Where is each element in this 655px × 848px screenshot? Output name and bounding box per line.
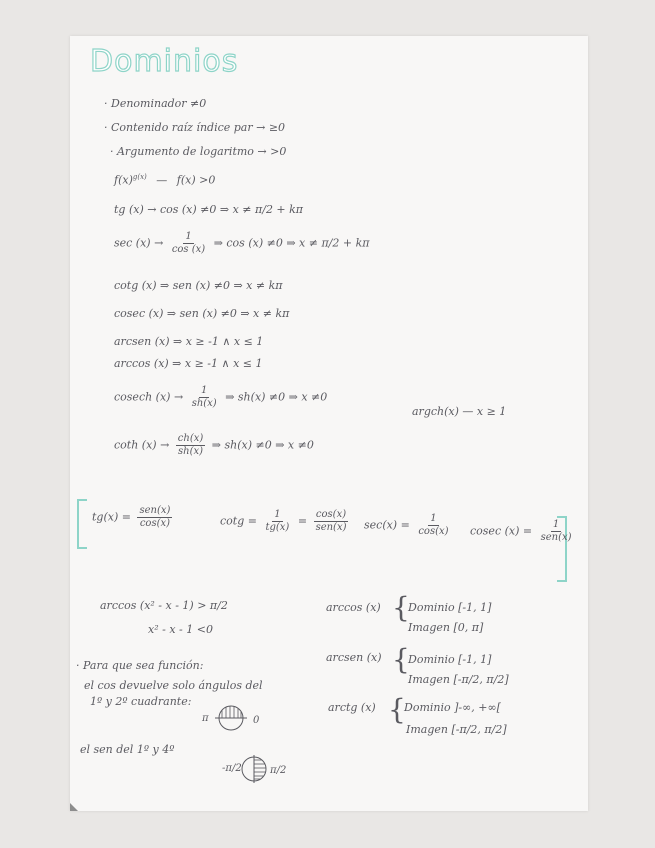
arccos-dominio: Dominio [-1, 1] [408, 601, 492, 614]
upper-half-circle-icon [213, 704, 249, 732]
identity-sec-lhs: sec(x) = [364, 518, 410, 532]
exp-base: f(x) [114, 173, 133, 187]
identity-tg [92, 506, 175, 529]
identity-cotg-lhs: cotg = [220, 514, 257, 528]
cosech-rhs: ⇒ sh(x) ≠0 ⇒ x ≠0 [225, 390, 328, 404]
arccos-name: arccos (x) [326, 601, 381, 614]
sec-numerator: 1 [185, 231, 192, 242]
rule-raiz: · Contenido raíz índice par → ≥0 [104, 121, 286, 134]
page-title: Dominios [90, 44, 239, 79]
cosec-domain: cosec (x) ⇒ sen (x) ≠0 ⇒ x ≠ kπ [114, 307, 290, 320]
note-line2: el cos devuelve solo ángulos del [84, 679, 263, 692]
identity-cotg [220, 510, 352, 533]
sec-lhs: sec (x) → [114, 236, 164, 250]
tg-domain: tg (x) → cos (x) ≠0 ⇒ x ≠ π/2 + kπ [114, 203, 304, 216]
identity-sec [364, 514, 454, 537]
arccos-brace: { [392, 591, 410, 624]
identity-tg-numerator: sen(x) [139, 505, 171, 516]
cosech-denominator: sh(x) [191, 398, 217, 409]
arcsen-imagen: Imagen [-π/2, π/2] [408, 673, 509, 686]
identity-cotg-numerator-2: cos(x) [315, 509, 347, 520]
cosech-fraction [190, 386, 219, 409]
identity-cotg-numerator-1: 1 [274, 509, 281, 520]
arcsen-brace: { [392, 643, 410, 676]
identities-left-bracket [77, 499, 87, 549]
arccos-inequality-line2: x² - x - 1 <0 [148, 623, 213, 636]
coth-fraction [176, 434, 205, 457]
identity-tg-denominator: cos(x) [139, 518, 171, 529]
identity-tg-fraction [137, 506, 172, 529]
arctg-name: arctg (x) [328, 701, 376, 714]
arctg-dominio: Dominio ]-∞, +∞[ [404, 701, 501, 714]
identity-cotg-denominator-2: sen(x) [315, 522, 347, 533]
coth-domain [114, 434, 314, 457]
rule-denominador: · Denominador ≠0 [104, 97, 207, 110]
notebook-page [70, 36, 588, 811]
cos-circle-right-label: 0 [253, 715, 260, 726]
note-line1: · Para que sea función: [76, 659, 204, 672]
identity-cotg-denominator-1: tg(x) [265, 522, 290, 533]
note-line3: 1º y 2º cuadrante: [90, 695, 192, 708]
arctg-brace: { [388, 693, 406, 726]
exp-exponent: g(x) [132, 173, 147, 181]
identity-cotg-fraction-2 [314, 510, 349, 533]
identity-cosec-fraction [539, 520, 574, 543]
arctg-imagen: Imagen [-π/2, π/2] [406, 723, 507, 736]
cosech-lhs: cosech (x) → [114, 390, 184, 404]
coth-numerator: ch(x) [177, 433, 204, 444]
exp-result: f(x) >0 [176, 173, 216, 187]
arcsen-domain: arcsen (x) ⇒ x ≥ -1 ∧ x ≤ 1 [114, 335, 264, 348]
sec-rhs: ⇒ cos (x) ≠0 ⇒ x ≠ π/2 + kπ [213, 236, 370, 250]
right-half-circle-icon [240, 754, 268, 784]
identity-cosec-denominator: sen(x) [540, 532, 572, 543]
identity-cotg-fraction-1 [263, 510, 291, 533]
sen-circle-right-label: π/2 [270, 765, 287, 776]
sec-denominator: cos (x) [171, 244, 206, 255]
arccos-domain: arccos (x) ⇒ x ≥ -1 ∧ x ≤ 1 [114, 357, 263, 370]
rule-logaritmo: · Argumento de logaritmo → >0 [110, 145, 287, 158]
sen-circle-left-label: -π/2 [222, 763, 242, 774]
coth-denominator: sh(x) [178, 446, 204, 457]
cotg-domain: cotg (x) ⇒ sen (x) ≠0 ⇒ x ≠ kπ [114, 279, 283, 292]
arccos-inequality-line1: arccos (x² - x - 1) > π/2 [100, 599, 228, 612]
argch-domain: argch(x) — x ≥ 1 [412, 405, 507, 418]
arccos-imagen: Imagen [0, π] [408, 621, 484, 634]
sec-fraction [170, 232, 207, 255]
arcsen-dominio: Dominio [-1, 1] [408, 653, 492, 666]
cosech-domain [114, 386, 327, 409]
arcsen-name: arcsen (x) [326, 651, 382, 664]
identity-sec-numerator: 1 [430, 513, 437, 524]
note-line4: el sen del 1º y 4º [80, 743, 175, 756]
cosech-numerator: 1 [201, 385, 208, 396]
identity-cosec [470, 520, 577, 543]
coth-lhs: coth (x) → [114, 438, 170, 452]
cos-circle-left-label: π [202, 713, 209, 724]
identity-sec-fraction [416, 514, 450, 537]
identity-sec-denominator: cos(x) [418, 526, 449, 537]
exp-arrow: — [156, 173, 168, 187]
identity-cotg-equals: = [297, 514, 308, 528]
exp-rule [114, 174, 215, 186]
sec-domain [114, 232, 370, 255]
coth-rhs: ⇒ sh(x) ≠0 ⇒ x ≠0 [211, 438, 314, 452]
identity-cosec-lhs: cosec (x) = [470, 524, 533, 538]
identity-tg-lhs: tg(x) = [92, 510, 131, 524]
identity-cosec-numerator: 1 [552, 519, 560, 530]
